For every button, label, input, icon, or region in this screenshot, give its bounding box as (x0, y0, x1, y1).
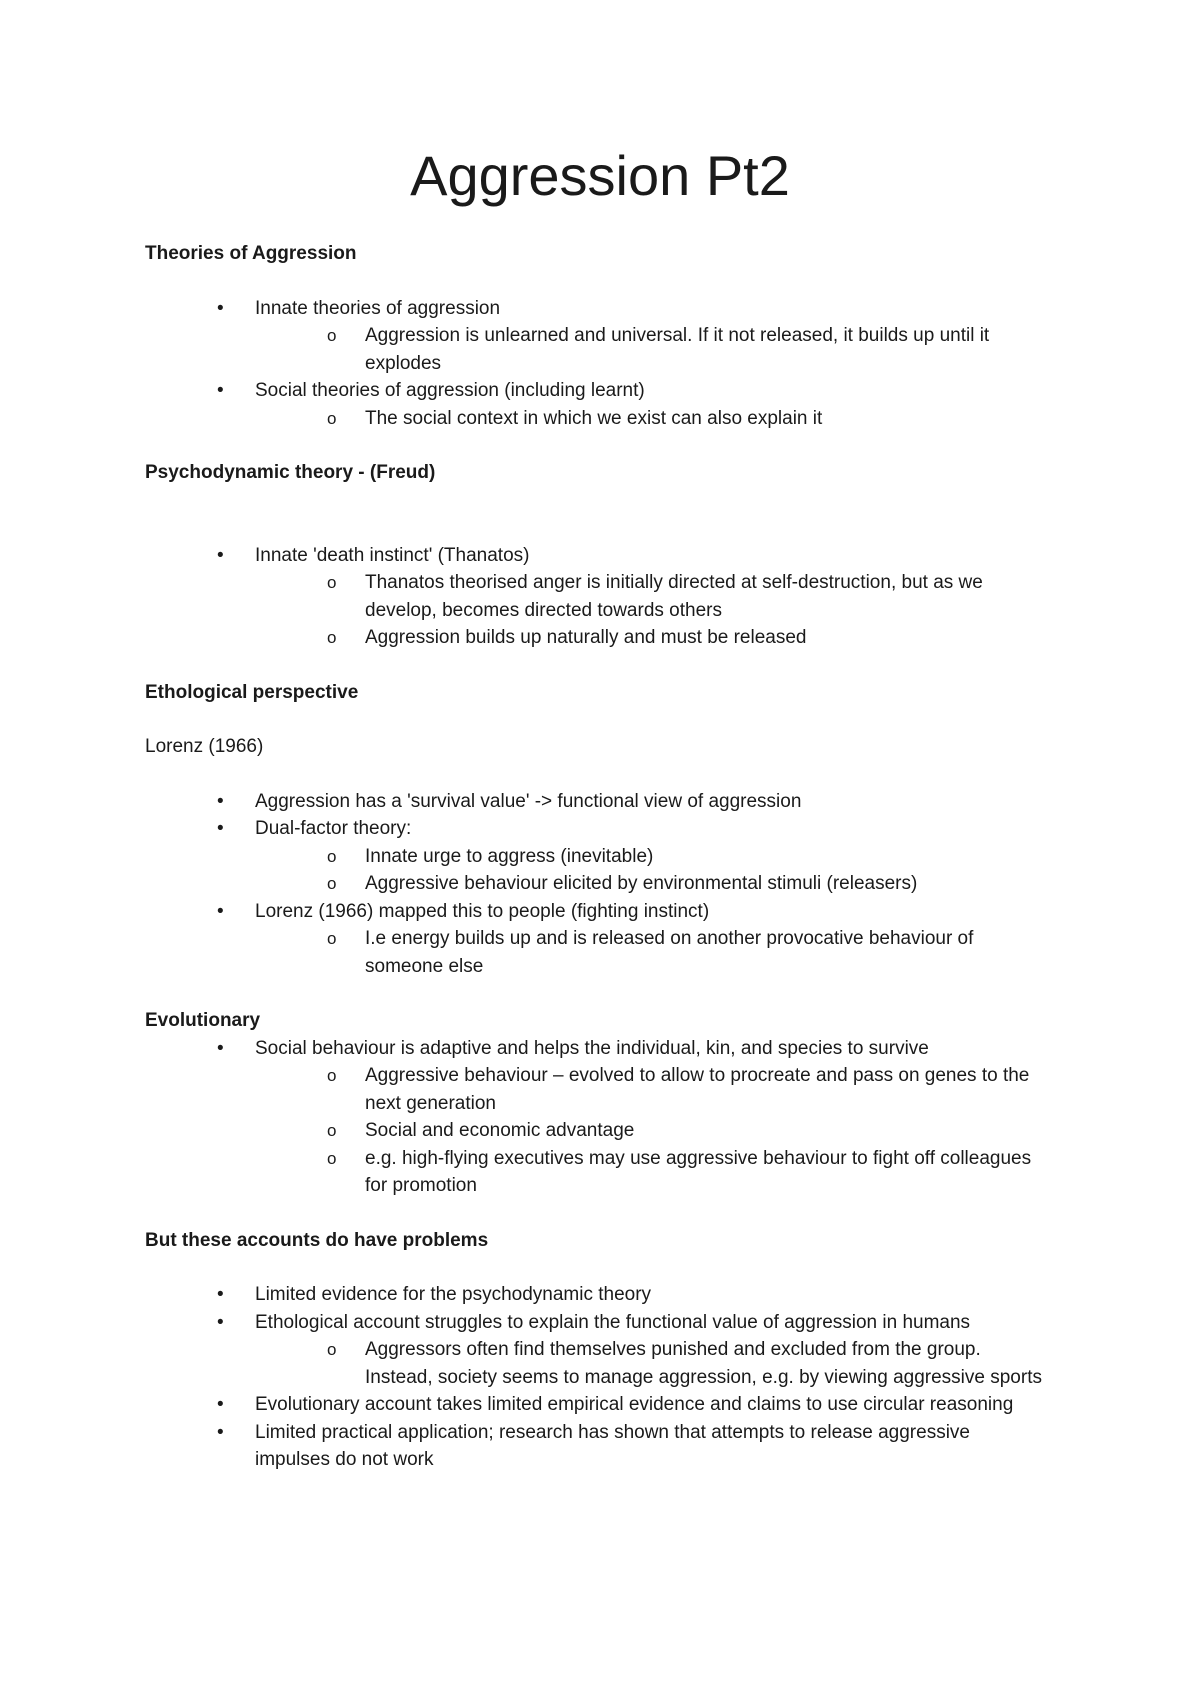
list-item-text: Dual-factor theory: (255, 818, 412, 839)
list-item-text: Limited practical application; research has shown that attempts to release aggressive impulses do not work (255, 1421, 970, 1470)
sub-list-item (327, 1117, 1045, 1145)
sub-list-item-text: Social and economic advantage (365, 1120, 635, 1141)
bullet-icon: • (217, 1311, 224, 1333)
list-ethological (145, 788, 1045, 981)
bullet-icon: • (217, 900, 224, 922)
document-body (145, 240, 1045, 1474)
bullet-icon: • (217, 1394, 224, 1415)
sub-bullet-icon: o (327, 846, 337, 866)
sub-list-item-text: Aggressive behaviour – evolved to allow to procreate and pass on genes to the next generation (365, 1065, 1030, 1114)
sub-bullet-icon: o (327, 628, 337, 647)
sub-bullet-icon: o (327, 326, 337, 345)
list-item (145, 898, 1045, 981)
sub-bullet-icon: o (327, 874, 337, 893)
sub-list-item (327, 405, 1045, 433)
sub-list-item (327, 1336, 1045, 1391)
sub-list-item (327, 870, 1045, 898)
list-item-text: Lorenz (1966) mapped this to people (fighting instinct) (255, 900, 710, 922)
sub-bullet-icon: o (327, 1066, 337, 1085)
sub-bullet-icon: o (327, 929, 337, 948)
section-heading-problems: But these accounts do have problems (145, 1229, 489, 1251)
section-heading-evolutionary: Evolutionary (145, 1010, 261, 1031)
sub-list-item-text: Thanatos theorised anger is initially directed at self-destruction, but as we develop, becomes directed towards others (365, 572, 983, 621)
list-item-text: Limited evidence for the psychodynamic theory (255, 1284, 652, 1305)
list-item-text: Innate theories of aggression (255, 297, 501, 319)
sub-list-item (327, 1145, 1045, 1200)
bullet-icon: • (217, 1421, 224, 1443)
sub-bullet-icon: o (327, 408, 337, 428)
sub-bullet-icon: o (327, 1121, 337, 1140)
sub-list-item (327, 1062, 1045, 1117)
sub-list-item (327, 569, 1045, 624)
list-problems (145, 1281, 1045, 1474)
sub-bullet-icon: o (327, 573, 337, 592)
sub-list-item-text: Aggressive behaviour elicited by environmental stimuli (releasers) (365, 873, 918, 894)
sub-list-item-text: e.g. high-flying executives may use aggressive behaviour to fight off colleagues for promotion (365, 1147, 1032, 1196)
list-item (145, 377, 1045, 432)
list-item (145, 1309, 1045, 1392)
bullet-icon: • (217, 818, 224, 839)
sub-list-item (327, 843, 1045, 871)
sub-list-item (327, 322, 1045, 377)
list-item-text: Innate 'death instinct' (Thanatos) (255, 544, 530, 566)
sub-bullet-icon: o (327, 1340, 337, 1359)
list-item-text: Aggression has a 'survival value' -> functional view of aggression (255, 790, 802, 812)
list-evolutionary (145, 1035, 1045, 1200)
list-item (145, 542, 1045, 652)
sub-list-item-text: Aggression is unlearned and universal. If it not released, it builds up until it explodes (365, 325, 990, 374)
bullet-icon: • (217, 1284, 224, 1305)
sub-list-item-text: The social context in which we exist can also explain it (365, 407, 823, 429)
sub-list-item (327, 624, 1045, 652)
list-psychodynamic (145, 542, 1045, 652)
section-heading-theories: Theories of Aggression (145, 243, 357, 264)
list-item-text: Evolutionary account takes limited empirical evidence and claims to use circular reasoning (255, 1394, 1014, 1415)
list-item (145, 788, 1045, 816)
sub-list-item-text: Aggression builds up naturally and must be released (365, 627, 807, 648)
bullet-icon: • (217, 297, 224, 319)
section-subheading-lorenz: Lorenz (1966) (145, 736, 264, 757)
section-heading-psychodynamic: Psychodynamic theory - (Freud) (145, 462, 436, 483)
list-item (145, 1281, 1045, 1309)
list-item (145, 815, 1045, 898)
list-item (145, 1391, 1045, 1419)
sub-list-item-text: Innate urge to aggress (inevitable) (365, 845, 654, 867)
list-item (145, 1035, 1045, 1200)
list-item-text: Ethological account struggles to explain the functional value of aggression in humans (255, 1311, 971, 1333)
list-theories (145, 295, 1045, 433)
bullet-icon: • (217, 380, 224, 401)
sub-bullet-icon: o (327, 1148, 337, 1168)
section-heading-ethological: Ethological perspective (145, 681, 359, 703)
list-item-text: Social behaviour is adaptive and helps the individual, kin, and species to survive (255, 1037, 929, 1059)
sub-list-item (327, 925, 1045, 980)
list-item (145, 295, 1045, 378)
list-item (145, 1419, 1045, 1474)
sub-list-item-text: Aggressors often find themselves punished and excluded from the group. Instead, society seems to manage aggression, e.g. by viewing aggressive sports (365, 1339, 1042, 1388)
list-item-text: Social theories of aggression (including learnt) (255, 380, 645, 401)
bullet-icon: • (217, 544, 224, 566)
document-title: Aggression Pt2 (410, 144, 790, 207)
bullet-icon: • (217, 790, 224, 812)
sub-list-item-text: I.e energy builds up and is released on another provocative behaviour of someone else (365, 928, 974, 977)
bullet-icon: • (217, 1037, 224, 1059)
